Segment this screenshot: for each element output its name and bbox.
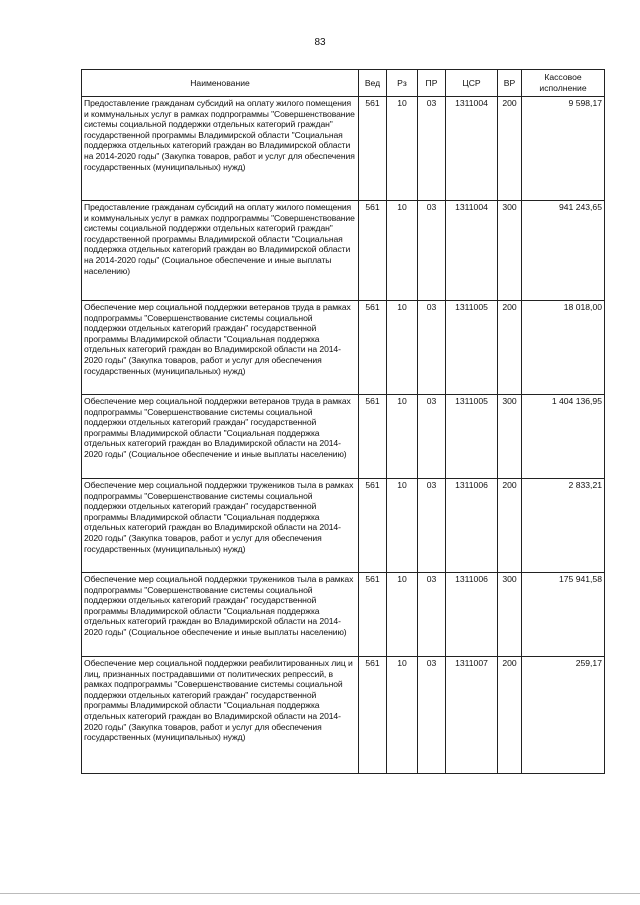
row-ved: 561 — [359, 573, 387, 657]
row-ved: 561 — [359, 97, 387, 201]
table-row — [82, 395, 605, 479]
row-csr: 1311006 — [446, 479, 498, 573]
row-vr: 300 — [498, 201, 522, 301]
header-pr: ПР — [418, 70, 446, 97]
table-row — [82, 201, 605, 301]
row-csr: 1311004 — [446, 97, 498, 201]
row-name: Предоставление гражданам субсидий на оплату жилого помещения и коммунальных услуг в рамках подпрограммы "Совершенствование системы социальной поддержки отдельных категорий граждан" государственной программы Владимирской области "Социальная поддержка отдельных категорий граждан во Владимирской области на 2014-2020 годы" (Социальное обеспечение и иные выплаты населению) — [82, 201, 359, 301]
row-pr: 03 — [418, 97, 446, 201]
table-row — [82, 301, 605, 395]
row-csr: 1311006 — [446, 573, 498, 657]
row-ved: 561 — [359, 657, 387, 774]
row-vr: 200 — [498, 97, 522, 201]
row-rz: 10 — [387, 97, 418, 201]
header-rz: Рз — [387, 70, 418, 97]
row-csr: 1311004 — [446, 201, 498, 301]
row-pr: 03 — [418, 657, 446, 774]
row-vr: 200 — [498, 479, 522, 573]
header-name: Наименование — [82, 70, 359, 97]
row-rz: 10 — [387, 657, 418, 774]
table-row — [82, 573, 605, 657]
row-vr: 200 — [498, 657, 522, 774]
header-amount: Кассовое исполнение — [522, 70, 605, 97]
row-pr: 03 — [418, 479, 446, 573]
table-header-row — [82, 70, 605, 97]
row-vr: 300 — [498, 395, 522, 479]
row-name: Обеспечение мер социальной поддержки тружеников тыла в рамках подпрограммы "Совершенствование системы социальной поддержки отдельных категорий граждан" государственной программы Владимирской области "Социальная поддержка отдельных категорий граждан во Владимирской области на 2014-2020 годы" (Закупка товаров, работ и услуг для обеспечения государственных (муниципальных) нужд) — [82, 479, 359, 573]
row-amount: 2 833,21 — [522, 479, 605, 573]
row-vr: 300 — [498, 573, 522, 657]
row-name: Обеспечение мер социальной поддержки тружеников тыла в рамках подпрограммы "Совершенствование системы социальной поддержки отдельных категорий граждан" государственной программы Владимирской области "Социальная поддержка отдельных категорий граждан во Владимирской области на 2014-2020 годы" (Социальное обеспечение и иные выплаты населению) — [82, 573, 359, 657]
row-amount: 941 243,65 — [522, 201, 605, 301]
row-vr: 200 — [498, 301, 522, 395]
row-rz: 10 — [387, 301, 418, 395]
row-amount: 175 941,58 — [522, 573, 605, 657]
page-number: 83 — [314, 37, 326, 48]
row-csr: 1311005 — [446, 301, 498, 395]
row-pr: 03 — [418, 201, 446, 301]
row-amount: 9 598,17 — [522, 97, 605, 201]
row-pr: 03 — [418, 395, 446, 479]
row-rz: 10 — [387, 201, 418, 301]
row-rz: 10 — [387, 479, 418, 573]
row-name: Предоставление гражданам субсидий на оплату жилого помещения и коммунальных услуг в рамках подпрограммы "Совершенствование системы социальной поддержки отдельных категорий граждан" государственной программы Владимирской области "Социальная поддержка отдельных категорий граждан во Владимирской области на 2014-2020 годы" (Закупка товаров, работ и услуг для обеспечения государственных (муниципальных) нужд) — [82, 97, 359, 201]
table-row — [82, 657, 605, 774]
header-vr: ВР — [498, 70, 522, 97]
header-csr: ЦСР — [446, 70, 498, 97]
table-row — [82, 97, 605, 201]
row-name: Обеспечение мер социальной поддержки ветеранов труда в рамках подпрограммы "Совершенствование системы социальной поддержки отдельных категорий граждан" государственной программы Владимирской области "Социальная поддержка отдельных категорий граждан во Владимирской области на 2014-2020 годы" (Социальное обеспечение и иные выплаты населению) — [82, 395, 359, 479]
row-amount: 259,17 — [522, 657, 605, 774]
row-ved: 561 — [359, 479, 387, 573]
row-ved: 561 — [359, 395, 387, 479]
row-name: Обеспечение мер социальной поддержки реабилитированных лиц и лиц, признанных пострадавшими от политических репрессий, в рамках подпрограммы "Совершенствование системы социальной поддержки отдельных категорий граждан" государственной программы Владимирской области "Социальная поддержка отдельных категорий граждан во Владимирской области на 2014-2020 годы" (Закупка товаров, работ и услуг для обеспечения государственных (муниципальных) нужд) — [82, 657, 359, 774]
row-amount: 1 404 136,95 — [522, 395, 605, 479]
budget-table — [81, 69, 605, 774]
row-rz: 10 — [387, 395, 418, 479]
row-pr: 03 — [418, 301, 446, 395]
row-name: Обеспечение мер социальной поддержки ветеранов труда в рамках подпрограммы "Совершенствование системы социальной поддержки отдельных категорий граждан" государственной программы Владимирской области "Социальная поддержка отдельных категорий граждан во Владимирской области на 2014-2020 годы" (Закупка товаров, работ и услуг для обеспечения государственных (муниципальных) нужд) — [82, 301, 359, 395]
header-ved: Вед — [359, 70, 387, 97]
row-ved: 561 — [359, 301, 387, 395]
row-csr: 1311005 — [446, 395, 498, 479]
scan-edge-line — [0, 893, 640, 894]
row-csr: 1311007 — [446, 657, 498, 774]
row-rz: 10 — [387, 573, 418, 657]
table-row — [82, 479, 605, 573]
row-amount: 18 018,00 — [522, 301, 605, 395]
row-ved: 561 — [359, 201, 387, 301]
row-pr: 03 — [418, 573, 446, 657]
